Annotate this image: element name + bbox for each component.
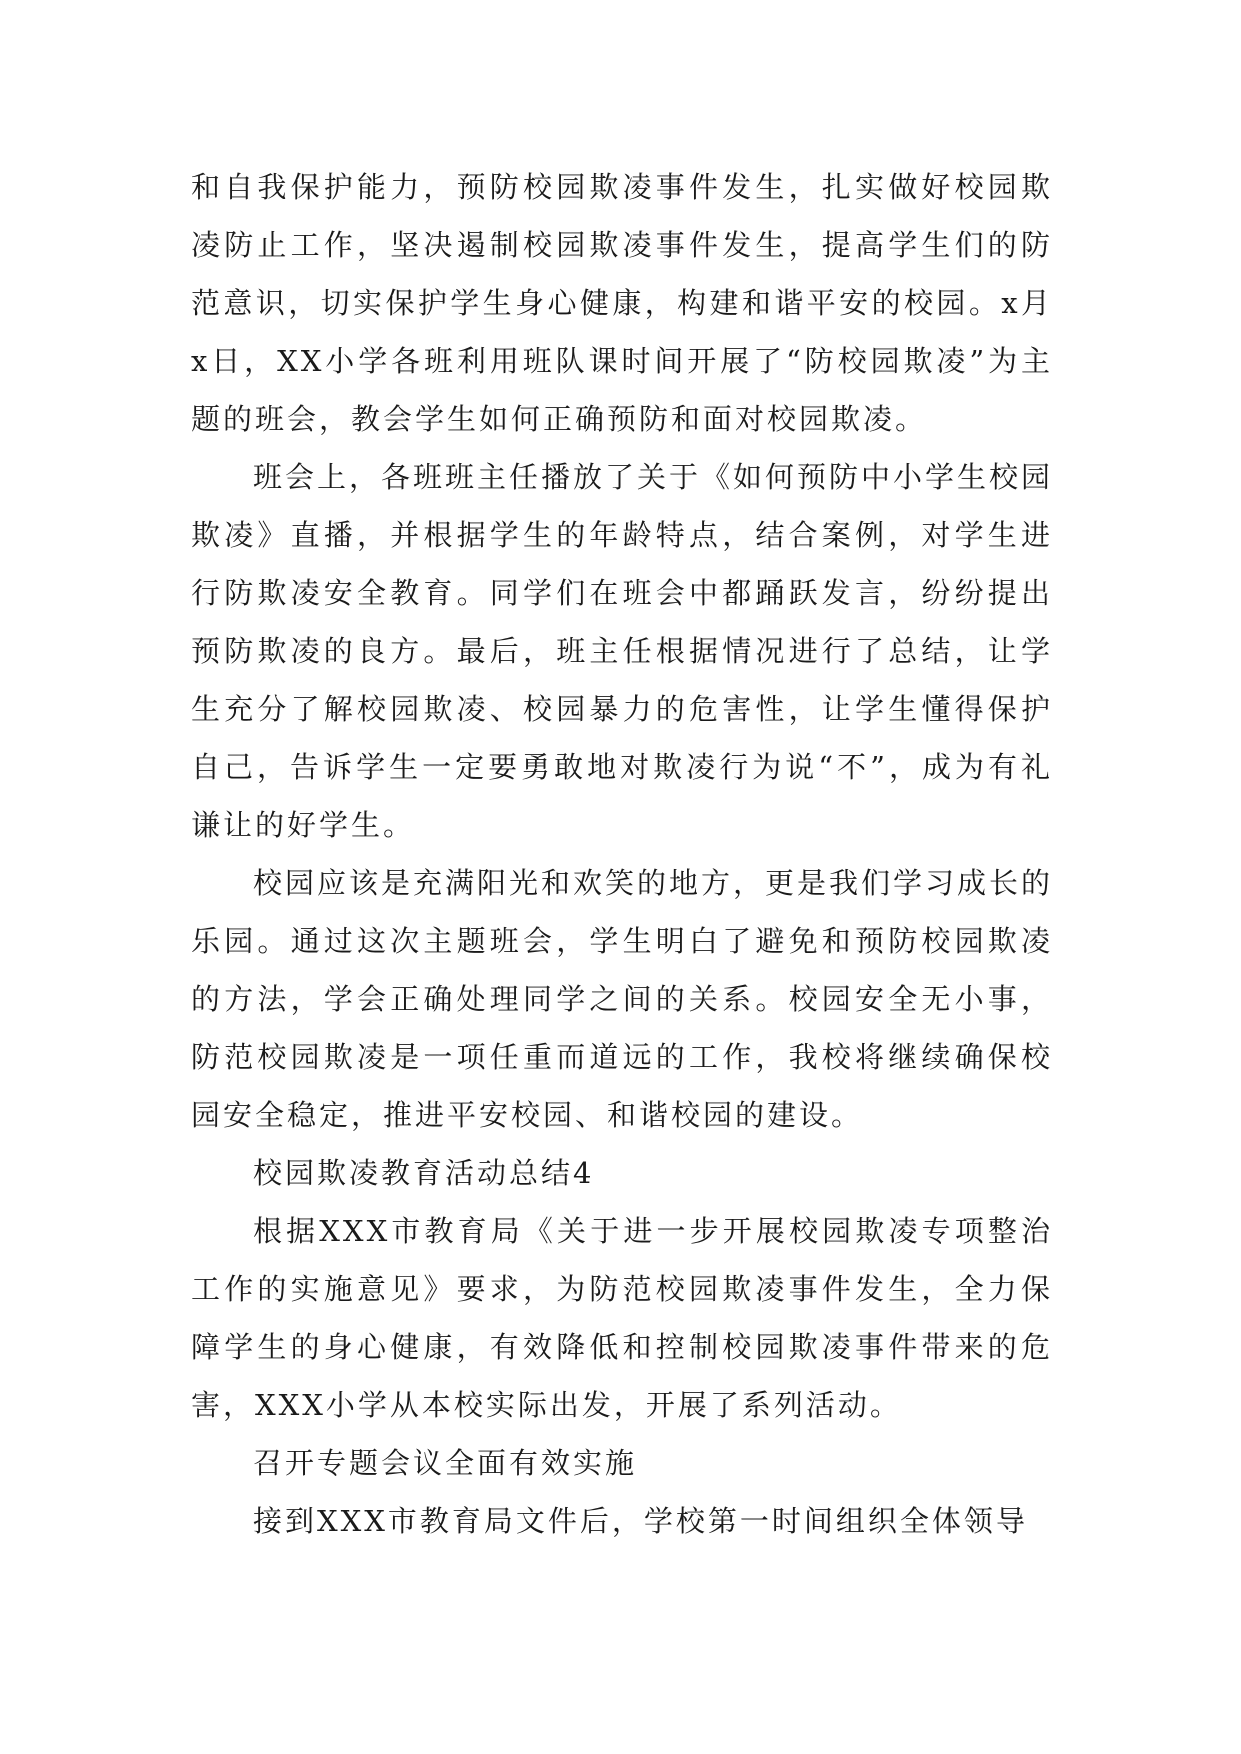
subheading: 召开专题会议全面有效实施 <box>253 1446 638 1480</box>
paragraph-4: 根据XXX市教育局《关于进一步开展校园欺凌专项整治工作的实施意见》要求，为防范校园欺凌事件发生，全力保障学生的身心健康，有效降低和控制校园欺凌事件带来的危害，XXX小学从本校实际出发，开展了系列活动。 <box>191 1214 1053 1422</box>
paragraph-5: 接到XXX市教育局文件后，学校第一时间组织全体领导 <box>253 1504 1028 1538</box>
paragraph-3: 校园应该是充满阳光和欢笑的地方，更是我们学习成长的乐园。通过这次主题班会，学生明白了避免和预防校园欺凌的方法，学会正确处理同学之间的关系。校园安全无小事，防范校园欺凌是一项任重而道远的工作，我校将继续确保校园安全稳定，推进平安校园、和谐校园的建设。 <box>191 866 1054 1132</box>
paragraph-2: 班会上，各班班主任播放了关于《如何预防中小学生校园欺凌》直播，并根据学生的年龄特点，结合案例，对学生进行防欺凌安全教育。同学们在班会中都踊跃发言，纷纷提出预防欺凌的良方。最后，班主任根据情况进行了总结，让学生充分了解校园欺凌、校园暴力的危害性，让学生懂得保护自己，告诉学生一定要勇敢地对欺凌行为说“不”，成为有礼谦让的好学生。 <box>191 460 1054 842</box>
paragraph-1: 和自我保护能力，预防校园欺凌事件发生，扎实做好校园欺凌防止工作，坚决遏制校园欺凌事件发生，提高学生们的防范意识，切实保护学生身心健康，构建和谐平安的校园。x月x日，XX小学各班利用班队课时间开展了“防校园欺凌”为主题的班会，教会学生如何正确预防和面对校园欺凌。 <box>191 170 1053 436</box>
section-heading: 校园欺凌教育活动总结4 <box>253 1156 595 1190</box>
document-body <box>191 158 1053 1550</box>
